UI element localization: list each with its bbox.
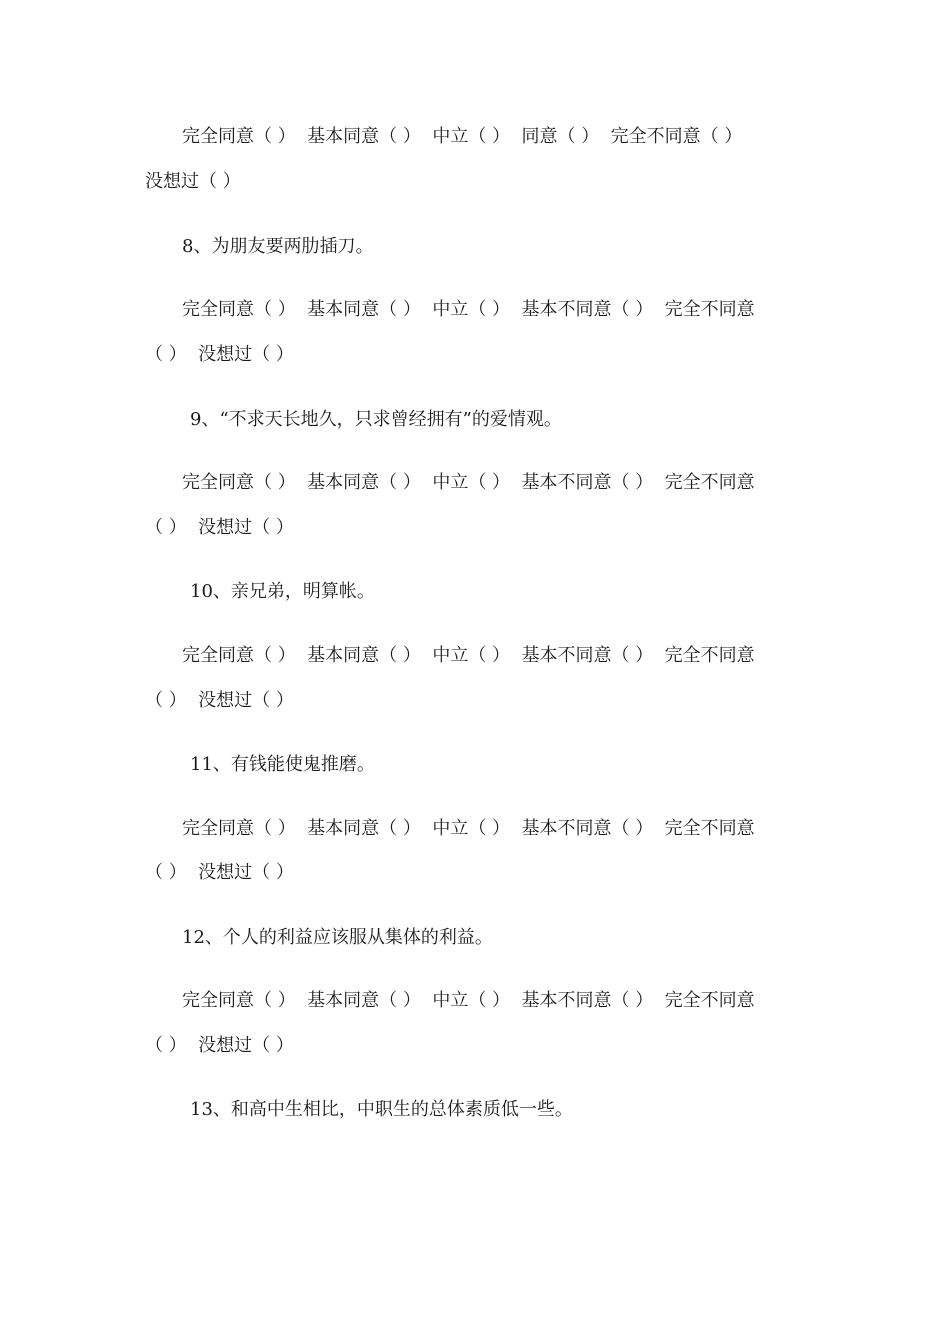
options-line-continued: （ ） 没想过（ ） — [145, 862, 294, 883]
options-line: 完全同意（ ） 基本同意（ ） 中立（ ） 基本不同意（ ） 完全不同意 — [182, 645, 755, 666]
options-line-continued: （ ） 没想过（ ） — [145, 690, 294, 711]
question-13: 13、和高中生相比，中职生的总体素质低一些。 — [190, 1099, 573, 1120]
options-line: 完全同意（ ） 基本同意（ ） 中立（ ） 基本不同意（ ） 完全不同意 — [182, 299, 755, 320]
question-9: 9、“不求天长地久，只求曾经拥有”的爱情观。 — [190, 409, 562, 430]
options-line: 完全同意（ ） 基本同意（ ） 中立（ ） 基本不同意（ ） 完全不同意 — [182, 472, 755, 493]
options-line: 完全同意（ ） 基本同意（ ） 中立（ ） 基本不同意（ ） 完全不同意 — [182, 990, 755, 1011]
question-12: 12、个人的利益应该服从集体的利益。 — [182, 927, 493, 948]
options-line-continued: （ ） 没想过（ ） — [145, 344, 294, 365]
question-8: 8、为朋友要两肋插刀。 — [182, 236, 374, 257]
options-line-continued: （ ） 没想过（ ） — [145, 1035, 294, 1056]
options-line: 完全同意（ ） 基本同意（ ） 中立（ ） 同意（ ） 完全不同意（ ） — [182, 126, 743, 147]
options-line-continued: 没想过（ ） — [145, 171, 241, 192]
options-line: 完全同意（ ） 基本同意（ ） 中立（ ） 基本不同意（ ） 完全不同意 — [182, 818, 755, 839]
options-line-continued: （ ） 没想过（ ） — [145, 517, 294, 538]
question-10: 10、亲兄弟，明算帐。 — [190, 581, 375, 602]
question-11: 11、有钱能使鬼推磨。 — [190, 754, 375, 775]
